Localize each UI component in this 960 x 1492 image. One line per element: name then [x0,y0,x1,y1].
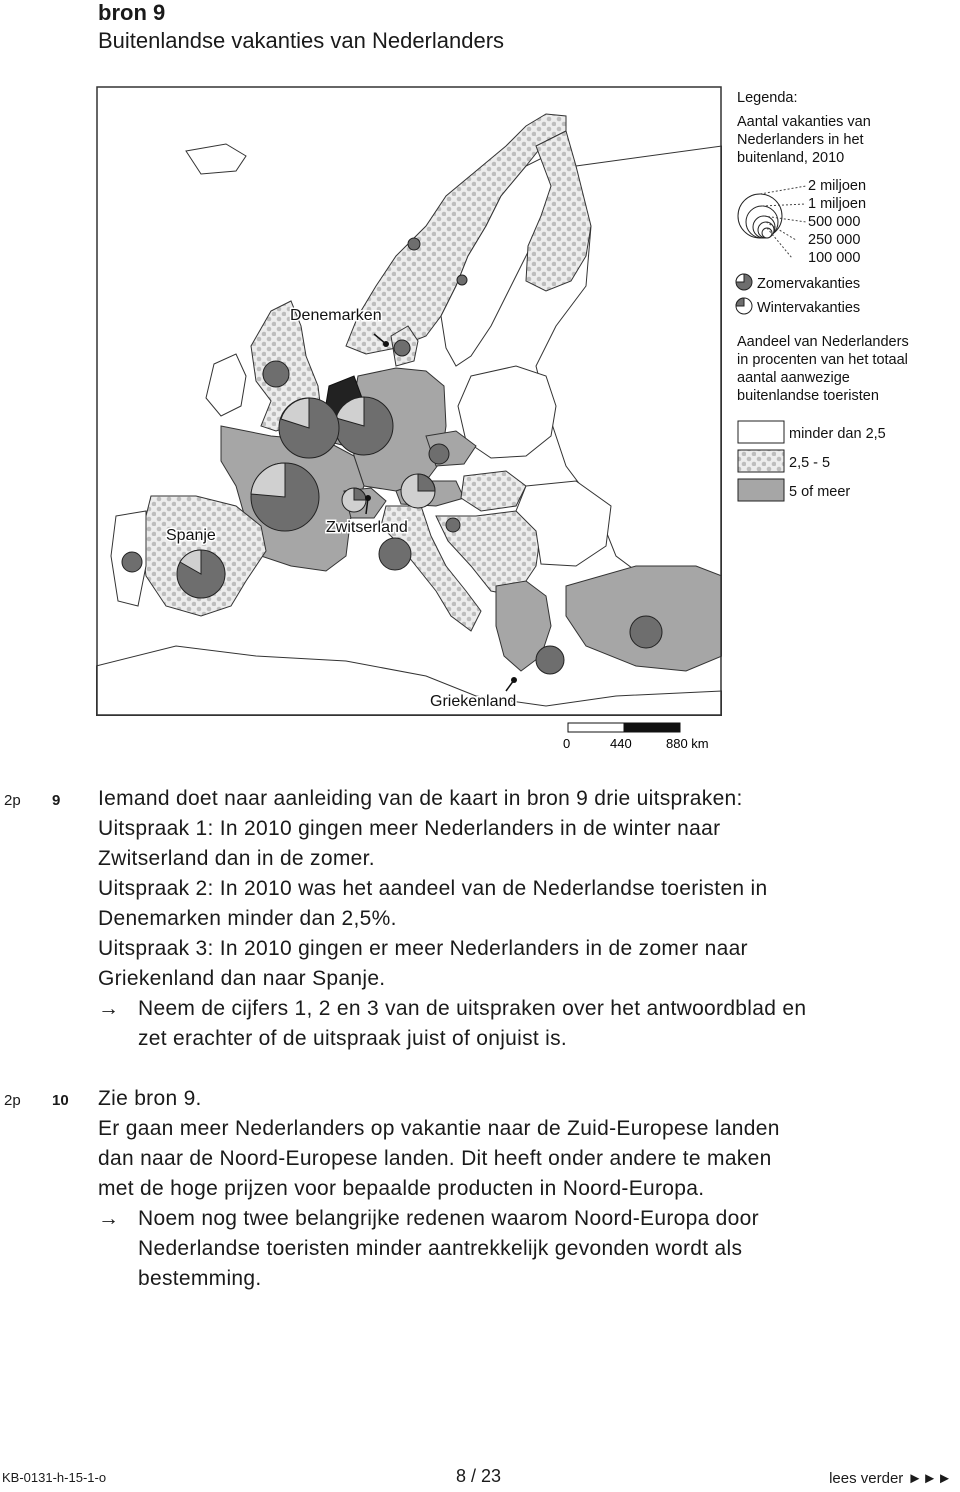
legend-size-title-3: buitenland, 2010 [737,150,845,166]
legend-size-4: 250 000 [808,232,861,248]
q9-instruction [98,994,928,1054]
arrow-right-icon: → [98,1207,120,1230]
q10-line-2: Er gaan meer Nederlanders op vakantie naar de Zuid-Europese landen [98,1117,780,1140]
pie-austria [401,474,435,508]
legend-winter-icon [736,298,752,314]
legend-swatch-high [738,479,784,501]
q9-line-6: Uitspraak 3: In 2010 gingen er meer Nederlanders in de zomer naar [98,937,748,960]
q10-instruction-3: bestemming. [138,1267,262,1290]
q10-instruction [98,1204,928,1294]
pie-turkey [630,616,662,648]
pie-germany-2 [279,398,339,458]
q9-line-4: Uitspraak 2: In 2010 was het aandeel van de Nederlandse toeristen in [98,877,768,900]
q9-line-1: Iemand doet naar aanleiding van de kaart in bron 9 drie uitspraken: [98,787,743,810]
next-page-indicator: lees verder ►►► [829,1470,952,1487]
legend-size-1: 2 miljoen [808,178,867,194]
legend-share-title-3: aantal aanwezige [737,370,850,386]
pie-france [251,463,319,531]
q9-line-3: Zwitserland dan in de zomer. [98,847,375,870]
legend-summer-icon [736,274,752,290]
legend-heading: Legenda: [737,90,798,106]
q10-line-3: dan naar de Noord-Europese landen. Dit heeft onder andere te maken [98,1147,772,1170]
q9-line-2: Uitspraak 1: In 2010 gingen meer Nederlanders in de winter naar [98,817,721,840]
legend-size-5: 100 000 [808,250,861,266]
scale-bar [563,723,709,751]
q9-points: 2p [4,792,21,809]
q10-instruction-2: Nederlandse toeristen minder aantrekkelijk gevonden wordt als [138,1237,743,1260]
europe-map [96,86,909,754]
q9-text [98,784,928,1054]
legend-swatch-low [738,421,784,443]
legend-class-3: 5 of meer [789,484,851,500]
q10-points: 2p [4,1092,21,1109]
pie-spain [177,550,225,598]
pie-italy [379,538,411,570]
label-denemarken: Denemarken [290,307,382,324]
pie-denmark [394,340,410,356]
q10-number: 10 [52,1092,69,1109]
q10-line-1: Zie bron 9. [98,1087,202,1110]
source-title: Buitenlandse vakanties van Nederlanders [98,28,505,53]
arrow-right-icon: → [98,997,120,1020]
legend-summer: Zomervakanties [757,276,861,292]
pie-hungary [446,518,460,532]
pie-switzerland [342,488,366,512]
label-griekenland: Griekenland [430,693,517,710]
pie-portugal [122,552,142,572]
pie-germany [335,397,393,455]
scale-0: 0 [563,736,571,751]
pie-czech [429,444,449,464]
label-zwitserland: Zwitserland [326,519,408,536]
legend [736,90,909,501]
document-code: KB-0131-h-15-1-o [2,1470,107,1485]
legend-share-title-2: in procenten van het totaal [737,352,908,368]
source-label: bron 9 [98,0,166,25]
page-number: 8 / 23 [456,1466,502,1486]
legend-size-title-2: Nederlanders in het [737,132,864,148]
q9-instruction-1: Neem de cijfers 1, 2 en 3 van de uitspraken over het antwoordblad en [138,997,807,1020]
q9-instruction-2: zet erachter of de uitspraak juist of onjuist is. [138,1027,568,1050]
pie-greece [536,646,564,674]
pie-sweden [457,275,467,285]
scale-440: 440 [610,736,632,751]
q9-line-5: Denemarken minder dan 2,5%. [98,907,397,930]
legend-share-title-1: Aandeel van Nederlanders [737,334,909,350]
legend-share-title-4: buitenlandse toeristen [737,388,879,404]
pie-belgium [263,361,289,387]
legend-winter: Wintervakanties [757,300,861,316]
legend-class-2: 2,5 - 5 [789,455,831,471]
q10-text [98,1084,928,1294]
legend-size-3: 500 000 [808,214,861,230]
legend-swatch-mid [738,450,784,472]
label-spanje: Spanje [166,527,216,544]
q10-instruction-1: Noem nog twee belangrijke redenen waarom Noord-Europa door [138,1207,759,1230]
pie-norway [408,238,420,250]
legend-class-1: minder dan 2,5 [789,426,886,442]
legend-size-title-1: Aantal vakanties van [737,114,871,130]
scale-880: 880 km [666,736,709,751]
q10-line-4: met de hoge prijzen voor bepaalde producten in Noord-Europa. [98,1177,705,1200]
q9-number: 9 [52,792,61,809]
legend-size-2: 1 miljoen [808,196,867,212]
q9-line-7: Griekenland dan naar Spanje. [98,967,386,990]
